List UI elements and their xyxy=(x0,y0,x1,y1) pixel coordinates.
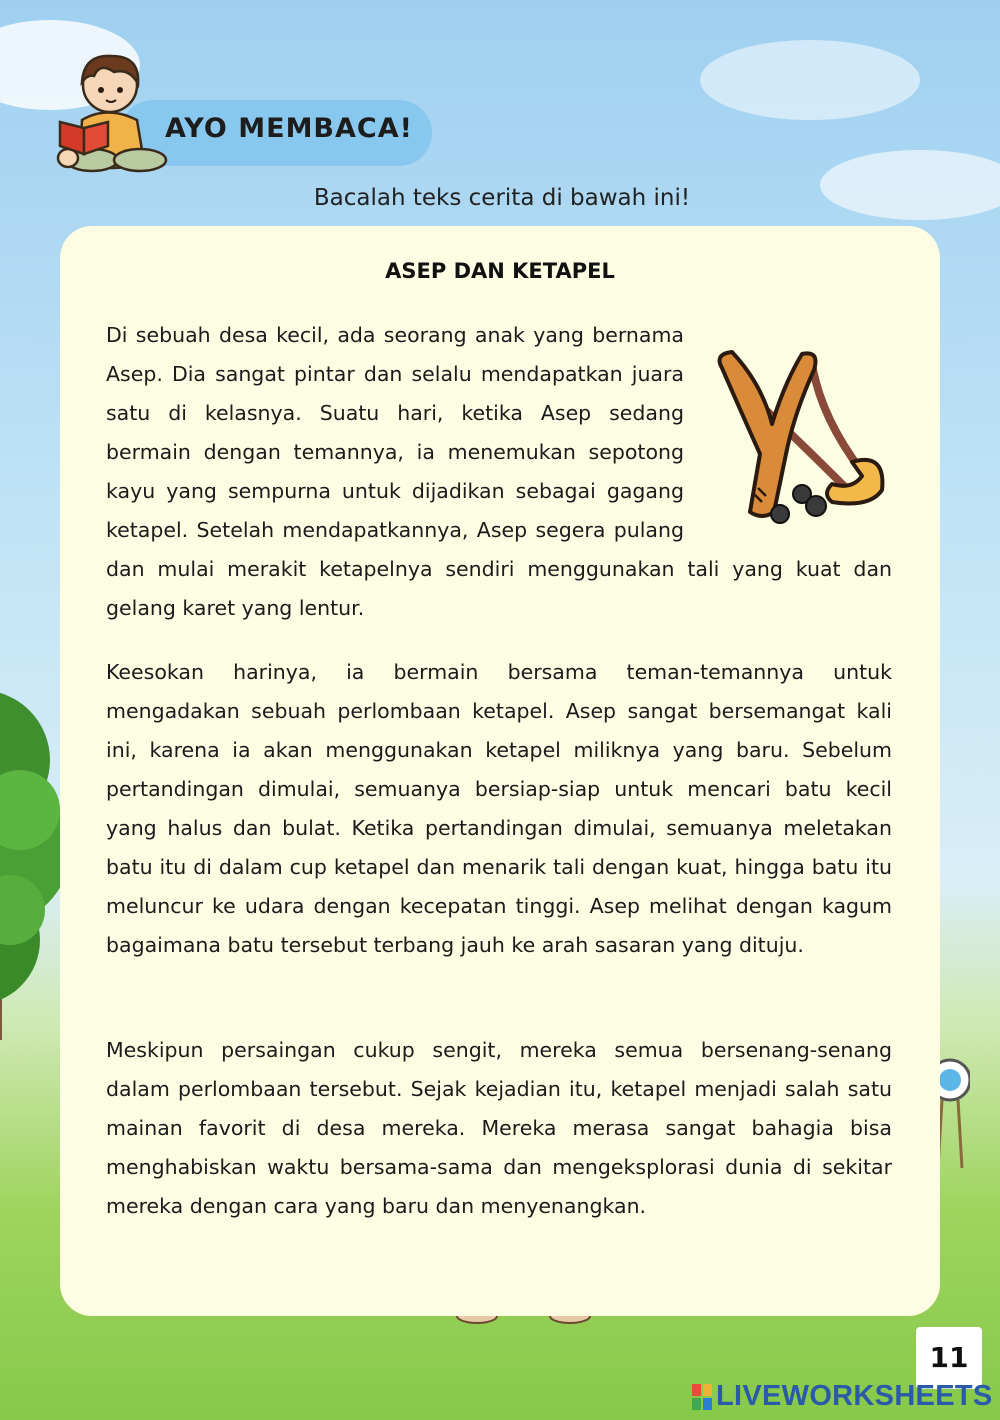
story-title: ASEP DAN KETAPEL xyxy=(385,259,615,283)
liveworksheets-brand[interactable]: LIVEWORKSHEETS xyxy=(716,1380,993,1412)
cloud-decoration xyxy=(700,40,920,120)
header-title: AYO MEMBACA! xyxy=(165,113,413,144)
liveworksheets-logo-icon xyxy=(692,1384,712,1410)
paragraph-text: Di sebuah desa kecil, ada seorang anak yang bernama Asep. Dia sangat pintar dan selalu mendapatkan juara satu di kelasnya. Suatu hari, ketika Asep sedang bermain dengan temannya, ia menemukan sepotong kayu yang sempurna untuk dijadikan sebagai gagang ketapel. Setelah mendapatkannya, Asep segera pulang dan mulai merakit ketapelnya sendiri menggunakan tali yang kuat dan gelang karet yang lentur. xyxy=(106,323,892,620)
story-paragraph-2: Keesokan harinya, ia bermain bersama teman-temannya untuk mengadakan sebuah perlombaan ketapel. Asep sangat bersemangat kali ini, karena ia akan menggunakan ketapel miliknya yang baru. Sebelum pertandingan dimulai, semuanya bersiap-siap untuk mencari batu kecil yang halus dan bulat. Ketika pertandingan dimulai, semuanya meletakan batu itu di dalam cup ketapel dan menarik tali dengan kuat, hingga batu itu meluncur ke udara dengan kecepatan tinggi. Asep melihat dengan kagum bagaimana batu tersebut terbang jauh ke arah sasaran yang dituju. xyxy=(106,660,892,957)
story-paragraph-1 xyxy=(106,316,892,628)
page-number: 11 xyxy=(916,1327,982,1389)
instruction-text: Bacalah teks cerita di bawah ini! xyxy=(313,185,691,211)
slingshot-icon xyxy=(702,344,892,538)
boy-reading-icon xyxy=(52,50,172,175)
story-paragraph-3: Meskipun persaingan cukup sengit, mereka semua bersenang-senang dalam perlombaan tersebut. Sejak kejadian itu, ketapel menjadi salah satu mainan favorit di desa mereka. Mereka merasa sangat bahagia bisa menghabiskan waktu bersama-sama dan mengeksplorasi dunia di sekitar mereka dengan cara yang baru dan menyenangkan. xyxy=(106,1038,892,1218)
